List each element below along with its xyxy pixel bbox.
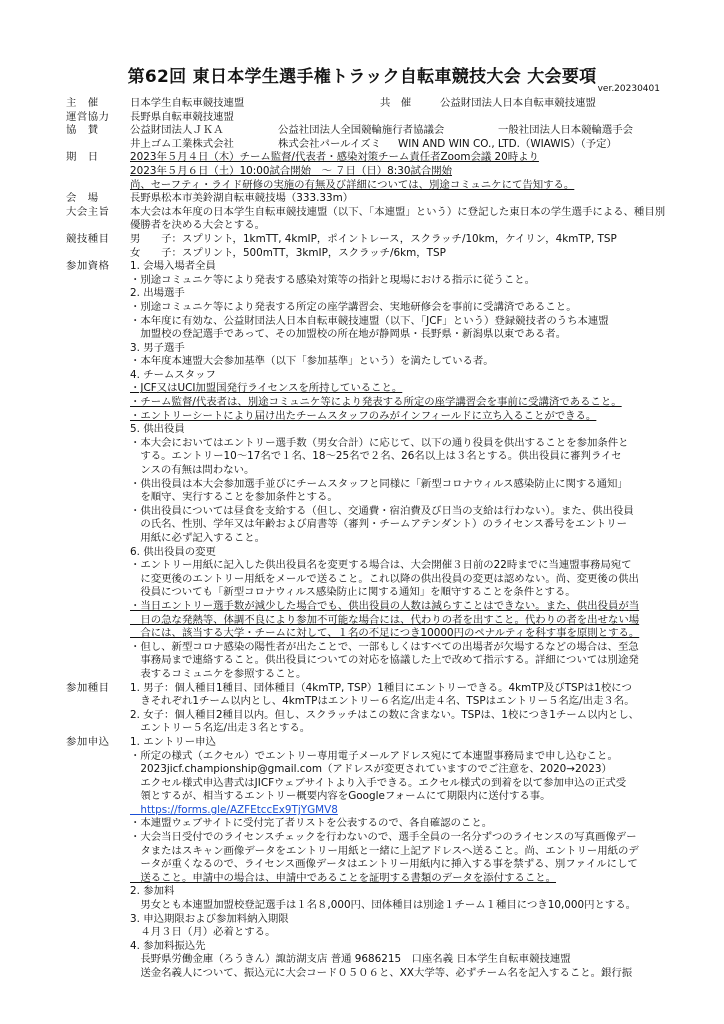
section-text: ・供出役員は本大会参加選手並びにチームスタッフと同様に「新型コロナウィルス感染防止に関する通知」 <box>130 477 628 490</box>
section-text: きそれぞれ1チーム以内とし、4kmTPはエントリー６名迄/出走４名、TSPはエントリー５名迄/出走３名。 <box>130 695 635 708</box>
section-text: ・チーム監督/代表者は、別途コミュニケ等により発表する所定の座学講習会を事前に受講済であること。 <box>130 396 622 409</box>
version-label: ver.20230401 <box>597 84 660 94</box>
organizer-label: 主 催 <box>66 97 99 109</box>
section-line <box>66 573 666 587</box>
section-line <box>66 709 666 723</box>
section-line <box>66 423 666 437</box>
operation-label: 運営協力 <box>66 110 110 123</box>
section-line <box>66 274 666 288</box>
date-value-1: 2023年５月４日（木）チーム監督/代表者・感染対策チーム責任者Zoom会議 20時より <box>130 151 539 164</box>
date-label: 期 日 <box>66 151 99 164</box>
section-line <box>66 450 666 464</box>
section-line <box>66 260 666 274</box>
venue-row <box>66 192 666 206</box>
section-text: ンスの有無は問わない。 <box>130 464 255 477</box>
section-line <box>66 315 666 329</box>
section-line <box>66 532 666 546</box>
section-text: 5. 供出役員 <box>130 423 185 436</box>
sponsor-item: 株式会社パールイズミ <box>278 137 382 150</box>
date-value-3: 尚、セーフティ・ライド研修の実施の有無及び詳細については、別途コミュニケにて告知する。 <box>130 178 575 191</box>
section-line <box>66 695 666 709</box>
section-text: ・本連盟ウェブサイトに受付完了者リストを公表するので、各自確認のこと。 <box>130 817 493 830</box>
sponsor-item: 井上ゴム工業株式会社 <box>130 137 234 150</box>
section-text: ・本年度本連盟大会参加基準（以下「参加基準」という）を満たしている者。 <box>130 355 494 368</box>
events-row-men <box>66 233 666 247</box>
section-line <box>66 328 666 342</box>
operation-row <box>66 111 666 125</box>
events-label: 競技種目 <box>66 232 110 245</box>
section-line <box>66 505 666 519</box>
section-text: 6. 供出役員の変更 <box>130 545 216 558</box>
venue-value: 長野県松本市美鈴湖自転車競技場（333.33m） <box>130 192 354 205</box>
section-text: 領とするが、相当するエントリー概要内容をGoogleフォームにて期限内に送付する事。 <box>130 790 551 803</box>
section-label: 参加資格 <box>66 260 110 273</box>
co-organizer-label: 共 催 <box>380 97 412 109</box>
section-line <box>66 845 666 859</box>
section-text: 3. 申込期限および参加料納入期限 <box>130 912 289 925</box>
section-line <box>66 790 666 804</box>
section-line <box>66 654 666 668</box>
section-text: 3. 男子選手 <box>130 341 185 354</box>
section-label: 参加種目 <box>66 681 110 694</box>
section-line <box>66 287 666 301</box>
section-text: 送金名義人について、振込元に大会コード０５０６と、XX大学等、必ずチーム名を記入すること。銀行振 <box>130 967 633 979</box>
section-text: 1. エントリー申込 <box>130 735 216 748</box>
section-text: 2. 出場選手 <box>130 287 185 300</box>
section-line <box>66 600 666 614</box>
section-text: ・但し、新型コロナ感染の陽性者が出たことで、一部もしくはすべての出場者が欠場するなどの場合は、至急 <box>130 640 639 653</box>
section-line <box>66 586 666 600</box>
section-line <box>66 858 666 872</box>
section-line <box>66 301 666 315</box>
section-line <box>66 546 666 560</box>
section-text: ４月３日（月）必着とする。 <box>130 926 276 939</box>
application-section <box>66 736 666 981</box>
section-text: 2. 女子：個人種目2種目以内。但し、スクラッチはこの数に含まない。TSPは、1校につき1チーム以内とし、 <box>130 708 640 721</box>
section-text: を順守、実行することを参加条件とする。 <box>130 491 338 504</box>
organizer-row <box>66 97 666 111</box>
section-text: ・JCF又はUCI加盟国発行ライセンスを所持していること。 <box>130 382 403 395</box>
section-line <box>66 478 666 492</box>
section-line <box>66 518 666 532</box>
section-line <box>66 627 666 641</box>
sponsor-item: 公益社団法人全国競輪施行者協議会 <box>278 124 445 137</box>
sponsor-item: WIN AND WIN CO., LTD.（WIAWIS）（予定） <box>398 137 617 150</box>
section-line <box>66 953 666 967</box>
section-line <box>66 682 666 696</box>
section-text: 長野県労働金庫（ろうきん）諏訪湖支店 普通 9686215 口座名義 日本学生自転車競技連盟 <box>130 953 571 966</box>
section-text: 男女とも本連盟加盟校登記選手は１名８,000円、団体種目は別途１チーム１種目につき10,000円とする。 <box>130 899 637 912</box>
section-line <box>66 763 666 777</box>
section-line <box>66 382 666 396</box>
co-organizer-value: 公益財団法人日本自転車競技連盟 <box>440 97 596 109</box>
section-line <box>66 410 666 424</box>
section-text: ・別途コミュニケ等により発表する感染対策等の指針と現場における指示に従うこと。 <box>130 273 536 286</box>
section-line <box>66 614 666 628</box>
sponsor-label: 協 賛 <box>66 124 99 137</box>
section-text: 加盟校の登記選手であって、その加盟校の所在地が静岡県・長野県・新潟県以東である者。 <box>130 328 567 341</box>
date-row-3 <box>66 179 666 193</box>
section-text: 役員についても「新型コロナウィルス感染防止に関する通知」を順守することを条件とする。 <box>130 586 576 599</box>
purpose-value: 本大会は本年度の日本学生自転車競技連盟（以下、「本連盟」という）に登記した東日本の学生選手による、種目別優勝者を決める大会とする。 <box>130 205 666 232</box>
section-line <box>66 668 666 682</box>
section-line <box>66 913 666 927</box>
date-row-2 <box>66 165 666 179</box>
section-line <box>66 369 666 383</box>
section-line <box>66 777 666 791</box>
operation-value: 長野県自転車競技連盟 <box>130 110 234 123</box>
sponsor-item: 公益財団法人ＪＫＡ <box>130 124 224 137</box>
events-women: 女 子：スプリント，500mTT，3kmIP，スクラッチ/6km，TSP <box>130 246 446 259</box>
section-text: 送ること。申請中の場合は、申請中であることを証明する書類のデータを添付すること。 <box>130 871 557 884</box>
section-text: ・本大会においてはエントリー選手数（男女合計）に応じて、以下の通り役員を供出することを参加条件と <box>130 436 629 449</box>
section-text: 日の急な発熱等、体調不良により参加不可能な場合には、代わりの者を出すこと。代わりの者を出せない場 <box>130 613 640 626</box>
section-line <box>66 342 666 356</box>
section-text: ・エントリーシートにより届け出たチームスタッフのみがインフィールドに立ち入ることができる。 <box>130 409 597 422</box>
section-line <box>66 437 666 451</box>
section-text: 1. 会場入場者全員 <box>130 260 216 273</box>
section-line <box>66 926 666 940</box>
section-line <box>66 817 666 831</box>
section-line <box>66 750 666 764</box>
section-text: 4. 参加料振込先 <box>130 939 206 952</box>
section-line <box>66 491 666 505</box>
section-text: エントリー５名迄/出走３名とする。 <box>130 722 311 735</box>
document-body <box>66 97 666 981</box>
section-text: の氏名、性別、学年又は年齢および肩書等（審判・チームアテンダント）のライセンス番号をエントリー <box>130 518 627 531</box>
section-line <box>66 899 666 913</box>
section-text: に変更後のエントリー用紙をメールで送ること。これ以降の供出役員の変更は認めない。尚、変更後の供出 <box>130 572 639 585</box>
document-title: 第62回 東日本学生選手権トラック自転車競技大会 大会要項 <box>127 67 597 87</box>
section-text: ・当日エントリー選手数が減少した場合でも、供出役員の人数は減らすことはできない。また、供出役員が当 <box>130 599 640 612</box>
section-text: 2. 参加料 <box>130 885 175 898</box>
section-text: ・本年度に有効な、公益財団法人日本自転車競技連盟（以下、「JCF」という）登録競技者のうち本連盟 <box>130 314 609 327</box>
section-text: ・所定の様式（エクセル）でエントリー専用電子メールアドレス宛にて本連盟事務局まで申し込むこと。 <box>130 749 618 762</box>
section-line <box>66 940 666 954</box>
section-line <box>66 355 666 369</box>
section-line <box>66 559 666 573</box>
eligibility-section <box>66 260 666 681</box>
section-line <box>66 464 666 478</box>
section-text: 用紙に必ず記入すること。 <box>130 532 266 544</box>
events-men: 男 子：スプリント，1kmTT, 4kmIP，ポイントレース，スクラッチ/10km，ケイリン，4kmTP, TSP <box>130 232 617 245</box>
section-line <box>66 872 666 886</box>
section-line <box>66 736 666 750</box>
section-line <box>66 885 666 899</box>
sponsor-row-1 <box>66 124 666 138</box>
section-text: 4. チームスタッフ <box>130 368 216 381</box>
section-text: タまたはスキャン画像データをエントリー用紙と一緒に上記アドレスへ送ること。尚、エントリー用紙のデ <box>130 844 639 857</box>
section-text: ・別途コミュニケ等により発表する所定の座学講習会、実地研修会を事前に受講済であること。 <box>130 300 577 313</box>
section-line <box>66 804 666 818</box>
google-form-link[interactable]: https://forms.gle/AZFEtccEx9TjYGMV8 <box>130 803 338 816</box>
section-text: 表するコミュニケを参照すること。 <box>130 667 307 680</box>
section-text: 2023jicf.championship@gmail.com（アドレスが変更されていますのでご注意を、2020→2023） <box>130 763 612 776</box>
section-line <box>66 641 666 655</box>
organizer-value: 日本学生自転車競技連盟 <box>130 97 245 109</box>
date-value-2: 2023年５月６日（土）10:00試合開始 ～ ７日（日）8:30試合開始 <box>130 164 453 177</box>
entry-events-section <box>66 682 666 736</box>
section-line <box>66 396 666 410</box>
sponsor-row-2 <box>66 138 666 152</box>
section-text: する。エントリー10～17名で１名、18～25名で２名、26名以上は３名とする。供出役員に審判ライセ <box>130 450 622 463</box>
events-row-women <box>66 247 666 261</box>
section-text: エクセル様式申込書式はJICFウェブサイトより入手できる。エクセル様式の到着を以て参加申込の正式受 <box>130 776 627 789</box>
section-text: ータが重くなるので、ライセンス画像データはエントリー用紙内に挿入する事を禁ずる、別ファイルにして <box>130 858 638 871</box>
section-line <box>66 967 666 981</box>
section-line <box>66 831 666 845</box>
section-text: 1. 男子：個人種目1種目、団体種目（4kmTP, TSP）1種目にエントリーできる。4kmTP及びTSPは1校につ <box>130 681 632 694</box>
date-row-1 <box>66 151 666 165</box>
section-text: 合には、該当する大学・チームに対して、１名の不足につき10000円のペナルティを科す事を原則とする。 <box>130 627 640 640</box>
venue-label: 会 場 <box>66 192 99 205</box>
purpose-row <box>66 206 666 233</box>
section-text: ・供出役員については昼食を支給する（但し、交通費・宿泊費及び日当の支給は行わない）。また、供出役員 <box>130 504 634 517</box>
section-text: ・大会当日受付でのライセンスチェックを行わないので、選手全員の一名分ずつのライセンスの写真画像デー <box>130 831 637 844</box>
section-text: ・エントリー用紙に記入した供出役員名を変更する場合は、大会開催３日前の22時までに当連盟事務局宛て <box>130 559 632 572</box>
purpose-label: 大会主旨 <box>66 205 110 218</box>
section-text: 事務局まで連絡すること。供出役員についての対応を協議した上で改めて指示する。詳細については別途発 <box>130 654 639 667</box>
section-label: 参加申込 <box>66 735 110 748</box>
section-line <box>66 722 666 736</box>
sponsor-item: 一般社団法人日本競輪選手会 <box>498 124 634 137</box>
